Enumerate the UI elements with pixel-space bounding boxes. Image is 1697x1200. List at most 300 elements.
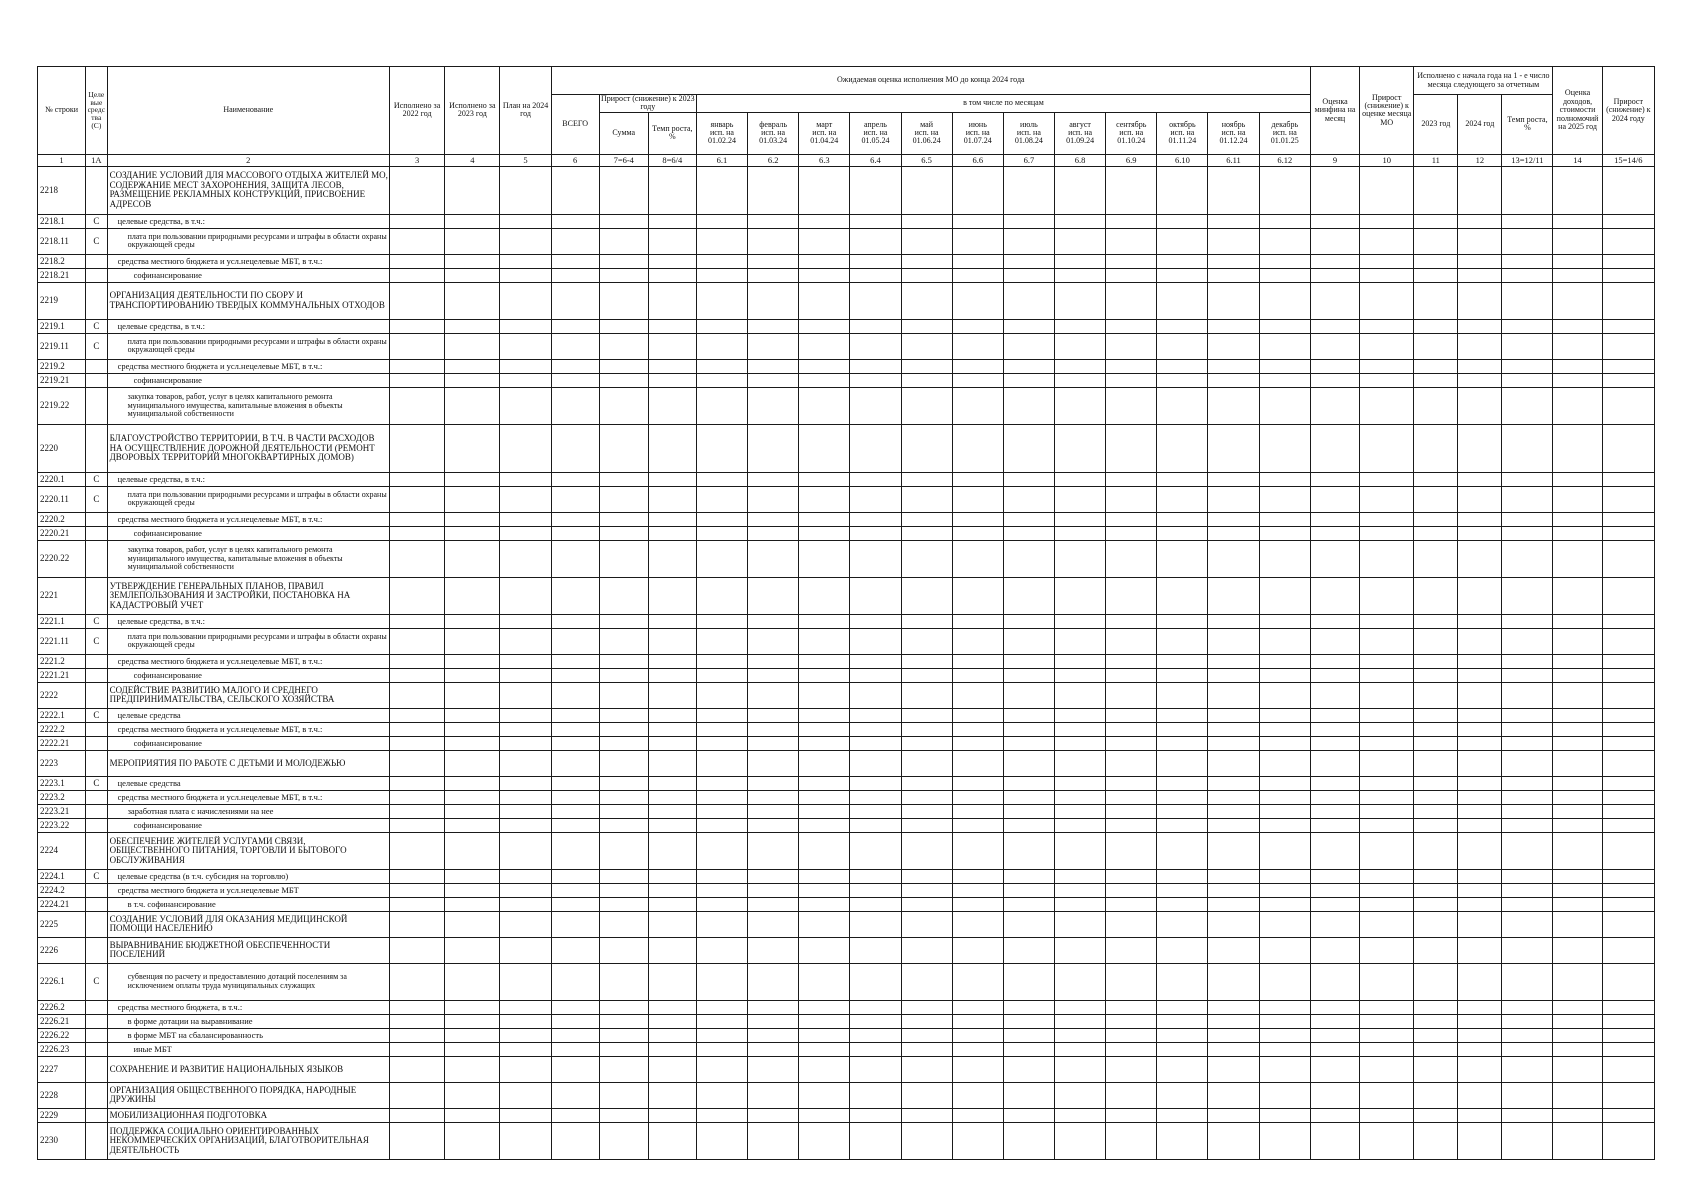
- value-cell[interactable]: [799, 897, 850, 911]
- value-cell[interactable]: [1157, 790, 1208, 804]
- value-cell[interactable]: [599, 750, 648, 776]
- value-cell[interactable]: [1553, 832, 1602, 869]
- value-cell[interactable]: [500, 1056, 551, 1082]
- value-cell[interactable]: [1414, 708, 1458, 722]
- value-cell[interactable]: [389, 937, 444, 963]
- value-cell[interactable]: [1259, 359, 1310, 373]
- value-cell[interactable]: [1259, 387, 1310, 424]
- value-cell[interactable]: [1106, 1042, 1157, 1056]
- value-cell[interactable]: [696, 1000, 747, 1014]
- value-cell[interactable]: [648, 387, 696, 424]
- value-cell[interactable]: [445, 424, 500, 472]
- value-cell[interactable]: [551, 268, 599, 282]
- value-cell[interactable]: [1602, 319, 1654, 333]
- value-cell[interactable]: [1157, 166, 1208, 214]
- value-cell[interactable]: [1106, 268, 1157, 282]
- value-cell[interactable]: [1157, 1056, 1208, 1082]
- value-cell[interactable]: [648, 526, 696, 540]
- value-cell[interactable]: [901, 804, 952, 818]
- value-cell[interactable]: [952, 577, 1003, 614]
- value-cell[interactable]: [1106, 540, 1157, 577]
- value-cell[interactable]: [1458, 628, 1502, 654]
- value-cell[interactable]: [551, 1014, 599, 1028]
- value-cell[interactable]: [1553, 897, 1602, 911]
- value-cell[interactable]: [445, 333, 500, 359]
- value-cell[interactable]: [1602, 166, 1654, 214]
- value-cell[interactable]: [952, 526, 1003, 540]
- value-cell[interactable]: [1414, 668, 1458, 682]
- value-cell[interactable]: [551, 486, 599, 512]
- value-cell[interactable]: [648, 540, 696, 577]
- value-cell[interactable]: [1054, 869, 1105, 883]
- value-cell[interactable]: [952, 963, 1003, 1000]
- value-cell[interactable]: [1602, 790, 1654, 804]
- value-cell[interactable]: [500, 1082, 551, 1108]
- value-cell[interactable]: [1458, 790, 1502, 804]
- value-cell[interactable]: [1360, 359, 1414, 373]
- value-cell[interactable]: [1310, 1056, 1359, 1082]
- value-cell[interactable]: [1553, 166, 1602, 214]
- value-cell[interactable]: [901, 526, 952, 540]
- value-cell[interactable]: [1259, 1122, 1310, 1159]
- value-cell[interactable]: [901, 268, 952, 282]
- value-cell[interactable]: [799, 668, 850, 682]
- value-cell[interactable]: [599, 628, 648, 654]
- value-cell[interactable]: [901, 937, 952, 963]
- value-cell[interactable]: [1502, 790, 1553, 804]
- value-cell[interactable]: [389, 472, 444, 486]
- value-cell[interactable]: [1106, 750, 1157, 776]
- value-cell[interactable]: [1054, 1122, 1105, 1159]
- value-cell[interactable]: [1157, 333, 1208, 359]
- value-cell[interactable]: [1106, 832, 1157, 869]
- value-cell[interactable]: [445, 722, 500, 736]
- value-cell[interactable]: [1602, 486, 1654, 512]
- value-cell[interactable]: [952, 722, 1003, 736]
- value-cell[interactable]: [1360, 540, 1414, 577]
- value-cell[interactable]: [748, 911, 799, 937]
- value-cell[interactable]: [389, 166, 444, 214]
- value-cell[interactable]: [1259, 166, 1310, 214]
- value-cell[interactable]: [500, 750, 551, 776]
- value-cell[interactable]: [696, 736, 747, 750]
- value-cell[interactable]: [1054, 708, 1105, 722]
- value-cell[interactable]: [1458, 333, 1502, 359]
- value-cell[interactable]: [500, 540, 551, 577]
- value-cell[interactable]: [599, 1056, 648, 1082]
- value-cell[interactable]: [901, 832, 952, 869]
- value-cell[interactable]: [1054, 373, 1105, 387]
- value-cell[interactable]: [1310, 424, 1359, 472]
- value-cell[interactable]: [551, 818, 599, 832]
- value-cell[interactable]: [648, 628, 696, 654]
- value-cell[interactable]: [648, 818, 696, 832]
- value-cell[interactable]: [1553, 804, 1602, 818]
- value-cell[interactable]: [445, 708, 500, 722]
- value-cell[interactable]: [1157, 486, 1208, 512]
- value-cell[interactable]: [799, 472, 850, 486]
- value-cell[interactable]: [500, 228, 551, 254]
- value-cell[interactable]: [445, 1108, 500, 1122]
- value-cell[interactable]: [389, 526, 444, 540]
- value-cell[interactable]: [1553, 628, 1602, 654]
- value-cell[interactable]: [551, 963, 599, 1000]
- value-cell[interactable]: [1157, 1028, 1208, 1042]
- value-cell[interactable]: [551, 282, 599, 319]
- value-cell[interactable]: [500, 736, 551, 750]
- value-cell[interactable]: [1208, 963, 1259, 1000]
- value-cell[interactable]: [1602, 628, 1654, 654]
- value-cell[interactable]: [1553, 228, 1602, 254]
- value-cell[interactable]: [1458, 1056, 1502, 1082]
- value-cell[interactable]: [901, 883, 952, 897]
- value-cell[interactable]: [1360, 254, 1414, 268]
- value-cell[interactable]: [599, 804, 648, 818]
- value-cell[interactable]: [1458, 1108, 1502, 1122]
- value-cell[interactable]: [1208, 776, 1259, 790]
- value-cell[interactable]: [1414, 424, 1458, 472]
- value-cell[interactable]: [1259, 254, 1310, 268]
- value-cell[interactable]: [1602, 1108, 1654, 1122]
- value-cell[interactable]: [1106, 373, 1157, 387]
- value-cell[interactable]: [1003, 911, 1054, 937]
- value-cell[interactable]: [1157, 654, 1208, 668]
- value-cell[interactable]: [599, 540, 648, 577]
- value-cell[interactable]: [799, 540, 850, 577]
- value-cell[interactable]: [1360, 682, 1414, 708]
- value-cell[interactable]: [1602, 911, 1654, 937]
- value-cell[interactable]: [1502, 750, 1553, 776]
- value-cell[interactable]: [599, 1082, 648, 1108]
- value-cell[interactable]: [1502, 254, 1553, 268]
- value-cell[interactable]: [1259, 1108, 1310, 1122]
- value-cell[interactable]: [901, 319, 952, 333]
- value-cell[interactable]: [1054, 214, 1105, 228]
- value-cell[interactable]: [952, 166, 1003, 214]
- value-cell[interactable]: [1106, 1000, 1157, 1014]
- value-cell[interactable]: [1208, 526, 1259, 540]
- value-cell[interactable]: [500, 804, 551, 818]
- value-cell[interactable]: [901, 228, 952, 254]
- value-cell[interactable]: [1360, 1056, 1414, 1082]
- value-cell[interactable]: [748, 333, 799, 359]
- value-cell[interactable]: [1054, 359, 1105, 373]
- value-cell[interactable]: [1157, 424, 1208, 472]
- value-cell[interactable]: [1602, 804, 1654, 818]
- value-cell[interactable]: [799, 1014, 850, 1028]
- value-cell[interactable]: [1310, 963, 1359, 1000]
- value-cell[interactable]: [1054, 897, 1105, 911]
- value-cell[interactable]: [1553, 486, 1602, 512]
- value-cell[interactable]: [1106, 1082, 1157, 1108]
- value-cell[interactable]: [551, 1082, 599, 1108]
- value-cell[interactable]: [1157, 883, 1208, 897]
- value-cell[interactable]: [500, 897, 551, 911]
- value-cell[interactable]: [1003, 722, 1054, 736]
- value-cell[interactable]: [1310, 897, 1359, 911]
- value-cell[interactable]: [1106, 682, 1157, 708]
- value-cell[interactable]: [850, 424, 901, 472]
- value-cell[interactable]: [1310, 166, 1359, 214]
- value-cell[interactable]: [1458, 654, 1502, 668]
- value-cell[interactable]: [1553, 790, 1602, 804]
- value-cell[interactable]: [1458, 869, 1502, 883]
- value-cell[interactable]: [1553, 1000, 1602, 1014]
- value-cell[interactable]: [1414, 254, 1458, 268]
- value-cell[interactable]: [696, 373, 747, 387]
- value-cell[interactable]: [445, 577, 500, 614]
- value-cell[interactable]: [1054, 577, 1105, 614]
- value-cell[interactable]: [389, 654, 444, 668]
- value-cell[interactable]: [696, 654, 747, 668]
- value-cell[interactable]: [1360, 750, 1414, 776]
- value-cell[interactable]: [1502, 214, 1553, 228]
- value-cell[interactable]: [1360, 1042, 1414, 1056]
- value-cell[interactable]: [1054, 722, 1105, 736]
- value-cell[interactable]: [1360, 512, 1414, 526]
- value-cell[interactable]: [1106, 937, 1157, 963]
- value-cell[interactable]: [901, 1056, 952, 1082]
- value-cell[interactable]: [1414, 804, 1458, 818]
- value-cell[interactable]: [1106, 486, 1157, 512]
- value-cell[interactable]: [1208, 832, 1259, 869]
- value-cell[interactable]: [748, 1028, 799, 1042]
- value-cell[interactable]: [1259, 319, 1310, 333]
- value-cell[interactable]: [1414, 268, 1458, 282]
- value-cell[interactable]: [1208, 1042, 1259, 1056]
- value-cell[interactable]: [648, 668, 696, 682]
- value-cell[interactable]: [1208, 1056, 1259, 1082]
- value-cell[interactable]: [1310, 319, 1359, 333]
- value-cell[interactable]: [1054, 319, 1105, 333]
- value-cell[interactable]: [1602, 268, 1654, 282]
- value-cell[interactable]: [1502, 1056, 1553, 1082]
- value-cell[interactable]: [500, 166, 551, 214]
- value-cell[interactable]: [901, 254, 952, 268]
- value-cell[interactable]: [1553, 333, 1602, 359]
- value-cell[interactable]: [389, 1042, 444, 1056]
- value-cell[interactable]: [901, 682, 952, 708]
- value-cell[interactable]: [1259, 750, 1310, 776]
- value-cell[interactable]: [952, 424, 1003, 472]
- value-cell[interactable]: [901, 214, 952, 228]
- value-cell[interactable]: [1054, 1082, 1105, 1108]
- value-cell[interactable]: [1003, 1108, 1054, 1122]
- value-cell[interactable]: [850, 963, 901, 1000]
- value-cell[interactable]: [500, 254, 551, 268]
- value-cell[interactable]: [389, 1108, 444, 1122]
- value-cell[interactable]: [1553, 883, 1602, 897]
- value-cell[interactable]: [648, 282, 696, 319]
- value-cell[interactable]: [1458, 512, 1502, 526]
- value-cell[interactable]: [696, 577, 747, 614]
- value-cell[interactable]: [648, 897, 696, 911]
- value-cell[interactable]: [599, 472, 648, 486]
- value-cell[interactable]: [748, 750, 799, 776]
- value-cell[interactable]: [1208, 373, 1259, 387]
- value-cell[interactable]: [1458, 818, 1502, 832]
- value-cell[interactable]: [1360, 722, 1414, 736]
- value-cell[interactable]: [1054, 540, 1105, 577]
- value-cell[interactable]: [648, 708, 696, 722]
- value-cell[interactable]: [1003, 897, 1054, 911]
- value-cell[interactable]: [1553, 512, 1602, 526]
- value-cell[interactable]: [748, 387, 799, 424]
- value-cell[interactable]: [1553, 577, 1602, 614]
- value-cell[interactable]: [1502, 897, 1553, 911]
- value-cell[interactable]: [1458, 832, 1502, 869]
- value-cell[interactable]: [389, 869, 444, 883]
- value-cell[interactable]: [1106, 708, 1157, 722]
- value-cell[interactable]: [445, 1028, 500, 1042]
- value-cell[interactable]: [1458, 1028, 1502, 1042]
- value-cell[interactable]: [1157, 736, 1208, 750]
- value-cell[interactable]: [1208, 268, 1259, 282]
- value-cell[interactable]: [799, 526, 850, 540]
- value-cell[interactable]: [648, 319, 696, 333]
- value-cell[interactable]: [1106, 512, 1157, 526]
- value-cell[interactable]: [1502, 818, 1553, 832]
- value-cell[interactable]: [799, 1042, 850, 1056]
- value-cell[interactable]: [551, 804, 599, 818]
- value-cell[interactable]: [445, 897, 500, 911]
- value-cell[interactable]: [1502, 228, 1553, 254]
- value-cell[interactable]: [1360, 790, 1414, 804]
- value-cell[interactable]: [748, 359, 799, 373]
- value-cell[interactable]: [1602, 776, 1654, 790]
- value-cell[interactable]: [1208, 166, 1259, 214]
- value-cell[interactable]: [1003, 472, 1054, 486]
- value-cell[interactable]: [1106, 1108, 1157, 1122]
- value-cell[interactable]: [1259, 722, 1310, 736]
- value-cell[interactable]: [551, 897, 599, 911]
- value-cell[interactable]: [599, 268, 648, 282]
- value-cell[interactable]: [1259, 963, 1310, 1000]
- value-cell[interactable]: [901, 359, 952, 373]
- value-cell[interactable]: [1602, 1042, 1654, 1056]
- value-cell[interactable]: [1310, 790, 1359, 804]
- value-cell[interactable]: [1259, 668, 1310, 682]
- value-cell[interactable]: [696, 166, 747, 214]
- value-cell[interactable]: [850, 387, 901, 424]
- value-cell[interactable]: [551, 790, 599, 804]
- value-cell[interactable]: [799, 512, 850, 526]
- value-cell[interactable]: [1458, 911, 1502, 937]
- value-cell[interactable]: [599, 668, 648, 682]
- value-cell[interactable]: [1458, 254, 1502, 268]
- value-cell[interactable]: [500, 1042, 551, 1056]
- value-cell[interactable]: [1157, 708, 1208, 722]
- value-cell[interactable]: [389, 897, 444, 911]
- value-cell[interactable]: [1310, 1014, 1359, 1028]
- value-cell[interactable]: [1360, 282, 1414, 319]
- value-cell[interactable]: [1553, 682, 1602, 708]
- value-cell[interactable]: [500, 1014, 551, 1028]
- value-cell[interactable]: [445, 818, 500, 832]
- value-cell[interactable]: [1602, 214, 1654, 228]
- value-cell[interactable]: [850, 911, 901, 937]
- value-cell[interactable]: [1106, 526, 1157, 540]
- value-cell[interactable]: [1502, 387, 1553, 424]
- value-cell[interactable]: [648, 1082, 696, 1108]
- value-cell[interactable]: [389, 682, 444, 708]
- value-cell[interactable]: [551, 937, 599, 963]
- value-cell[interactable]: [850, 254, 901, 268]
- value-cell[interactable]: [696, 228, 747, 254]
- value-cell[interactable]: [1106, 1122, 1157, 1159]
- value-cell[interactable]: [599, 228, 648, 254]
- value-cell[interactable]: [748, 540, 799, 577]
- value-cell[interactable]: [901, 577, 952, 614]
- value-cell[interactable]: [1502, 682, 1553, 708]
- value-cell[interactable]: [952, 776, 1003, 790]
- value-cell[interactable]: [1259, 708, 1310, 722]
- value-cell[interactable]: [952, 254, 1003, 268]
- value-cell[interactable]: [952, 472, 1003, 486]
- value-cell[interactable]: [445, 911, 500, 937]
- value-cell[interactable]: [1054, 268, 1105, 282]
- value-cell[interactable]: [500, 628, 551, 654]
- value-cell[interactable]: [952, 654, 1003, 668]
- value-cell[interactable]: [648, 682, 696, 708]
- value-cell[interactable]: [1458, 1082, 1502, 1108]
- value-cell[interactable]: [599, 937, 648, 963]
- value-cell[interactable]: [1414, 790, 1458, 804]
- value-cell[interactable]: [1414, 373, 1458, 387]
- value-cell[interactable]: [1458, 804, 1502, 818]
- value-cell[interactable]: [696, 708, 747, 722]
- value-cell[interactable]: [1208, 472, 1259, 486]
- value-cell[interactable]: [799, 750, 850, 776]
- value-cell[interactable]: [850, 1014, 901, 1028]
- value-cell[interactable]: [1157, 832, 1208, 869]
- value-cell[interactable]: [1502, 937, 1553, 963]
- value-cell[interactable]: [850, 722, 901, 736]
- value-cell[interactable]: [696, 268, 747, 282]
- value-cell[interactable]: [1003, 628, 1054, 654]
- value-cell[interactable]: [1414, 1056, 1458, 1082]
- value-cell[interactable]: [1502, 472, 1553, 486]
- value-cell[interactable]: [952, 268, 1003, 282]
- value-cell[interactable]: [1003, 1056, 1054, 1082]
- value-cell[interactable]: [551, 577, 599, 614]
- value-cell[interactable]: [389, 268, 444, 282]
- value-cell[interactable]: [648, 911, 696, 937]
- value-cell[interactable]: [1360, 804, 1414, 818]
- value-cell[interactable]: [551, 254, 599, 268]
- value-cell[interactable]: [551, 1042, 599, 1056]
- value-cell[interactable]: [1259, 268, 1310, 282]
- value-cell[interactable]: [748, 1042, 799, 1056]
- value-cell[interactable]: [500, 1122, 551, 1159]
- value-cell[interactable]: [1360, 1014, 1414, 1028]
- value-cell[interactable]: [1259, 682, 1310, 708]
- value-cell[interactable]: [1602, 818, 1654, 832]
- value-cell[interactable]: [901, 668, 952, 682]
- value-cell[interactable]: [696, 818, 747, 832]
- value-cell[interactable]: [1602, 722, 1654, 736]
- value-cell[interactable]: [1602, 359, 1654, 373]
- value-cell[interactable]: [1360, 333, 1414, 359]
- value-cell[interactable]: [1458, 1122, 1502, 1159]
- value-cell[interactable]: [1208, 818, 1259, 832]
- value-cell[interactable]: [748, 963, 799, 1000]
- value-cell[interactable]: [799, 911, 850, 937]
- value-cell[interactable]: [551, 1056, 599, 1082]
- value-cell[interactable]: [1208, 708, 1259, 722]
- value-cell[interactable]: [648, 614, 696, 628]
- value-cell[interactable]: [1310, 526, 1359, 540]
